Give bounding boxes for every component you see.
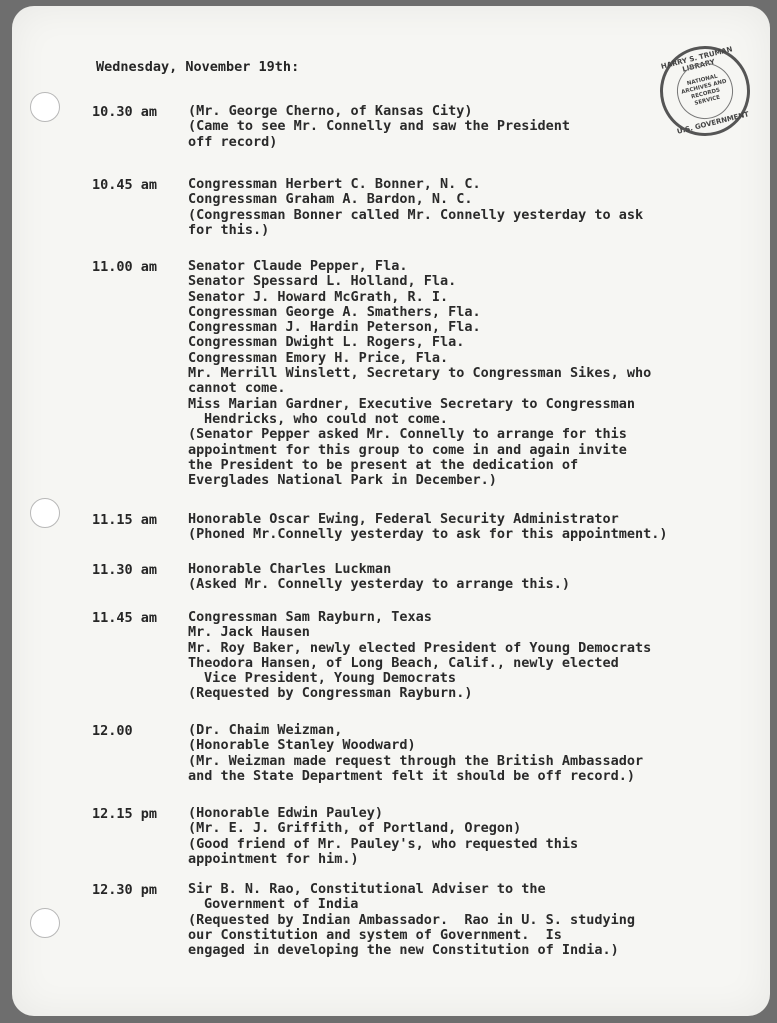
punch-hole <box>30 908 60 938</box>
entry-line: Honorable Charles Luckman <box>188 561 392 577</box>
entry-line: for this.) <box>188 221 270 238</box>
entry-line: (Phoned Mr.Connelly yesterday to ask for this appointment.) <box>188 526 668 543</box>
entry-line: (Mr. E. J. Griffith, of Portland, Oregon) <box>188 820 522 837</box>
entry-1145 <box>92 610 762 702</box>
entry-1230 <box>92 882 762 958</box>
entry-line: our Constitution and system of Government. Is <box>188 926 562 943</box>
entry-line: the President to be present at the dedication of <box>188 456 579 473</box>
entry-line: Senator Claude Pepper, Fla. <box>188 258 408 274</box>
entry-line: Honorable Oscar Ewing, Federal Security Administrator <box>188 511 619 527</box>
entry-time: 12.00 <box>92 723 133 739</box>
entry-line: off record) <box>188 133 278 150</box>
stamp-ring-top: HARRY S. TRUMAN LIBRARY <box>660 45 734 74</box>
entry-time: 10.45 am <box>92 177 158 193</box>
entry-line: cannot come. <box>188 380 286 397</box>
entry-time: 12.30 pm <box>92 882 158 898</box>
entry-line: (Requested by Congressman Rayburn.) <box>188 685 473 702</box>
entry-line: Mr. Jack Hausen <box>188 624 310 641</box>
entry-1045 <box>92 177 762 238</box>
entry-line: appointment for him.) <box>188 850 359 867</box>
entry-line: Theodora Hansen, of Long Beach, Calif., newly elected <box>188 654 619 671</box>
page-heading: Wednesday, November 19th: <box>96 59 300 75</box>
entry-line: Senator J. Howard McGrath, R. I. <box>188 288 449 305</box>
entry-line: Congressman Emory H. Price, Fla. <box>188 349 449 366</box>
entry-line: (Requested by Indian Ambassador. Rao in U. S. studying <box>188 911 636 928</box>
entry-time: 11.15 am <box>92 512 158 528</box>
entry-1215 <box>92 806 762 867</box>
document-page <box>12 6 770 1016</box>
entry-time: 10.30 am <box>92 104 158 120</box>
entry-line: Miss Marian Gardner, Executive Secretary to Congressman <box>188 395 636 412</box>
punch-hole <box>30 498 60 528</box>
entry-1115 <box>92 512 762 543</box>
entry-line: (Good friend of Mr. Pauley's, who requested this <box>188 835 579 852</box>
entry-line: (Came to see Mr. Connelly and saw the President <box>188 118 571 135</box>
entry-line: Senator Spessard L. Holland, Fla. <box>188 273 457 290</box>
entry-line: (Senator Pepper asked Mr. Connelly to arrange for this <box>188 426 627 443</box>
entry-line: Congressman Sam Rayburn, Texas <box>188 609 432 625</box>
entry-line: (Asked Mr. Connelly yesterday to arrange this.) <box>188 576 571 593</box>
entry-line: Vice President, Young Democrats <box>204 670 456 687</box>
entry-1030 <box>92 104 762 150</box>
entry-time: 11.00 am <box>92 259 158 275</box>
entry-time: 11.45 am <box>92 610 158 626</box>
stamp-ring-bottom: U.S. GOVERNMENT <box>676 110 750 136</box>
entry-line: (Mr. George Cherno, of Kansas City) <box>188 103 473 119</box>
entry-line: and the State Department felt it should be off record.) <box>188 767 636 784</box>
entry-line: (Honorable Stanley Woodward) <box>188 737 416 754</box>
entry-line: engaged in developing the new Constitution of India.) <box>188 942 619 959</box>
entry-line: (Congressman Bonner called Mr. Connelly yesterday to ask <box>188 206 644 223</box>
entry-1200 <box>92 723 762 784</box>
stamp-inner-text: NATIONAL ARCHIVES AND RECORDS SERVICE <box>680 73 728 107</box>
entry-line: Mr. Roy Baker, newly elected President of Young Democrats <box>188 639 652 656</box>
entry-line: Mr. Merrill Winslett, Secretary to Congressman Sikes, who <box>188 365 652 382</box>
entry-line: (Honorable Edwin Pauley) <box>188 805 384 821</box>
entry-line: Congressman Herbert C. Bonner, N. C. <box>188 176 481 192</box>
entry-line: Sir B. N. Rao, Constitutional Adviser to the <box>188 881 546 897</box>
entry-line: Congressman Dwight L. Rogers, Fla. <box>188 334 465 351</box>
entry-time: 12.15 pm <box>92 806 158 822</box>
entry-line: Everglades National Park in December.) <box>188 472 497 489</box>
entry-line: Congressman George A. Smathers, Fla. <box>188 303 481 320</box>
entry-line: (Mr. Weizman made request through the British Ambassador <box>188 752 644 769</box>
entry-line: appointment for this group to come in and again invite <box>188 441 627 458</box>
entry-line: Congressman J. Hardin Peterson, Fla. <box>188 319 481 336</box>
entry-line: (Dr. Chaim Weizman, <box>188 722 343 738</box>
entry-line: Government of India <box>204 896 359 913</box>
entry-1100 <box>92 259 762 488</box>
punch-hole <box>30 92 60 122</box>
entry-line: Hendricks, who could not come. <box>204 410 448 427</box>
entry-line: Congressman Graham A. Bardon, N. C. <box>188 191 473 208</box>
entry-1130 <box>92 562 762 593</box>
entry-time: 11.30 am <box>92 562 158 578</box>
